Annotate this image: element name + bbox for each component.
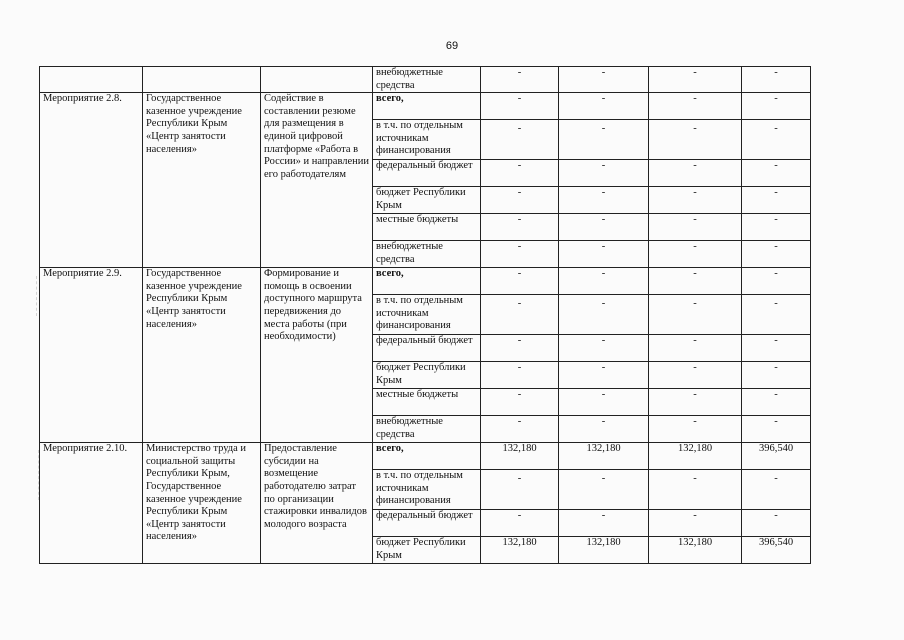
value-cell: 132,180: [559, 443, 649, 470]
value-cell: -: [559, 214, 649, 241]
value-cell: -: [559, 510, 649, 537]
value-cell: -: [649, 214, 742, 241]
value-cell: -: [481, 120, 559, 160]
executor-cell: [143, 67, 261, 93]
funding-source-cell: внебюджетные средства: [373, 241, 481, 268]
value-cell: -: [742, 187, 811, 214]
value-cell: -: [649, 160, 742, 187]
executor-cell: Государственное казенное учреждение Республики Крым «Центр занятости населения»: [143, 93, 261, 268]
value-cell: -: [481, 295, 559, 335]
value-cell: 396,540: [742, 443, 811, 470]
funding-source-cell: федеральный бюджет: [373, 160, 481, 187]
funding-source-cell: в т.ч. по отдельным источникам финансирования: [373, 295, 481, 335]
funding-source-cell: местные бюджеты: [373, 389, 481, 416]
funding-table: [39, 66, 811, 564]
funding-source-cell: внебюджетные средства: [373, 67, 481, 93]
value-cell: -: [559, 335, 649, 362]
value-cell: 132,180: [559, 537, 649, 564]
value-cell: 396,540: [742, 537, 811, 564]
value-cell: -: [649, 241, 742, 268]
funding-source-cell: всего,: [373, 93, 481, 120]
value-cell: -: [649, 510, 742, 537]
table-row: [40, 268, 811, 295]
value-cell: -: [559, 187, 649, 214]
value-cell: 132,180: [649, 443, 742, 470]
value-cell: -: [559, 470, 649, 510]
value-cell: -: [559, 120, 649, 160]
value-cell: 132,180: [481, 537, 559, 564]
table-row: [40, 93, 811, 120]
value-cell: -: [559, 160, 649, 187]
value-cell: -: [649, 93, 742, 120]
scan-artifact: [36, 276, 37, 316]
value-cell: -: [481, 214, 559, 241]
value-cell: -: [481, 470, 559, 510]
value-cell: -: [649, 362, 742, 389]
value-cell: -: [481, 160, 559, 187]
description-cell: Предоставление субсидии на возмещение работодателю затрат по организации стажировки инвалидов молодого возраста: [261, 443, 373, 564]
value-cell: -: [481, 241, 559, 268]
value-cell: -: [649, 470, 742, 510]
measure-id-cell: Мероприятие 2.8.: [40, 93, 143, 268]
value-cell: -: [742, 389, 811, 416]
description-cell: Формирование и помощь в освоении доступного маршрута передвижения до места работы (при необходимости): [261, 268, 373, 443]
description-cell: [261, 67, 373, 93]
value-cell: -: [742, 214, 811, 241]
funding-source-cell: в т.ч. по отдельным источникам финансирования: [373, 120, 481, 160]
value-cell: -: [742, 416, 811, 443]
executor-cell: Министерство труда и социальной защиты Республики Крым, Государственное казенное учреждение Республики Крым «Центр занятости населения»: [143, 443, 261, 564]
description-cell: Содействие в составлении резюме для размещения в единой цифровой платформе «Работа в России» и направлении его работодателям: [261, 93, 373, 268]
value-cell: -: [559, 295, 649, 335]
value-cell: -: [559, 389, 649, 416]
table-row: [40, 67, 811, 93]
executor-cell: Государственное казенное учреждение Республики Крым «Центр занятости населения»: [143, 268, 261, 443]
value-cell: -: [481, 268, 559, 295]
value-cell: -: [559, 362, 649, 389]
funding-source-cell: федеральный бюджет: [373, 510, 481, 537]
value-cell: -: [559, 67, 649, 93]
value-cell: -: [481, 389, 559, 416]
value-cell: 132,180: [649, 537, 742, 564]
funding-source-cell: бюджет Республики Крым: [373, 362, 481, 389]
funding-source-cell: местные бюджеты: [373, 214, 481, 241]
value-cell: -: [742, 510, 811, 537]
value-cell: -: [559, 268, 649, 295]
value-cell: -: [742, 160, 811, 187]
value-cell: -: [649, 268, 742, 295]
value-cell: -: [481, 67, 559, 93]
value-cell: -: [481, 416, 559, 443]
table-row: [40, 443, 811, 470]
value-cell: 132,180: [481, 443, 559, 470]
value-cell: -: [559, 93, 649, 120]
value-cell: -: [481, 187, 559, 214]
value-cell: -: [742, 241, 811, 268]
value-cell: -: [481, 335, 559, 362]
value-cell: -: [742, 268, 811, 295]
value-cell: -: [742, 120, 811, 160]
value-cell: -: [649, 120, 742, 160]
funding-source-cell: всего,: [373, 443, 481, 470]
value-cell: -: [742, 362, 811, 389]
value-cell: -: [649, 389, 742, 416]
value-cell: -: [649, 67, 742, 93]
value-cell: -: [481, 510, 559, 537]
funding-source-cell: бюджет Республики Крым: [373, 187, 481, 214]
page-number: 69: [445, 40, 459, 52]
value-cell: -: [649, 187, 742, 214]
value-cell: -: [742, 470, 811, 510]
value-cell: -: [742, 295, 811, 335]
value-cell: -: [649, 335, 742, 362]
scan-artifact: [38, 450, 39, 500]
funding-source-cell: в т.ч. по отдельным источникам финансирования: [373, 470, 481, 510]
measure-id-cell: [40, 67, 143, 93]
funding-source-cell: бюджет Республики Крым: [373, 537, 481, 564]
measure-id-cell: Мероприятие 2.9.: [40, 268, 143, 443]
value-cell: -: [742, 93, 811, 120]
value-cell: -: [742, 67, 811, 93]
value-cell: -: [559, 416, 649, 443]
funding-source-cell: всего,: [373, 268, 481, 295]
value-cell: -: [481, 362, 559, 389]
value-cell: -: [649, 416, 742, 443]
value-cell: -: [649, 295, 742, 335]
value-cell: -: [559, 241, 649, 268]
funding-source-cell: федеральный бюджет: [373, 335, 481, 362]
funding-source-cell: внебюджетные средства: [373, 416, 481, 443]
value-cell: -: [481, 93, 559, 120]
measure-id-cell: Мероприятие 2.10.: [40, 443, 143, 564]
value-cell: -: [742, 335, 811, 362]
